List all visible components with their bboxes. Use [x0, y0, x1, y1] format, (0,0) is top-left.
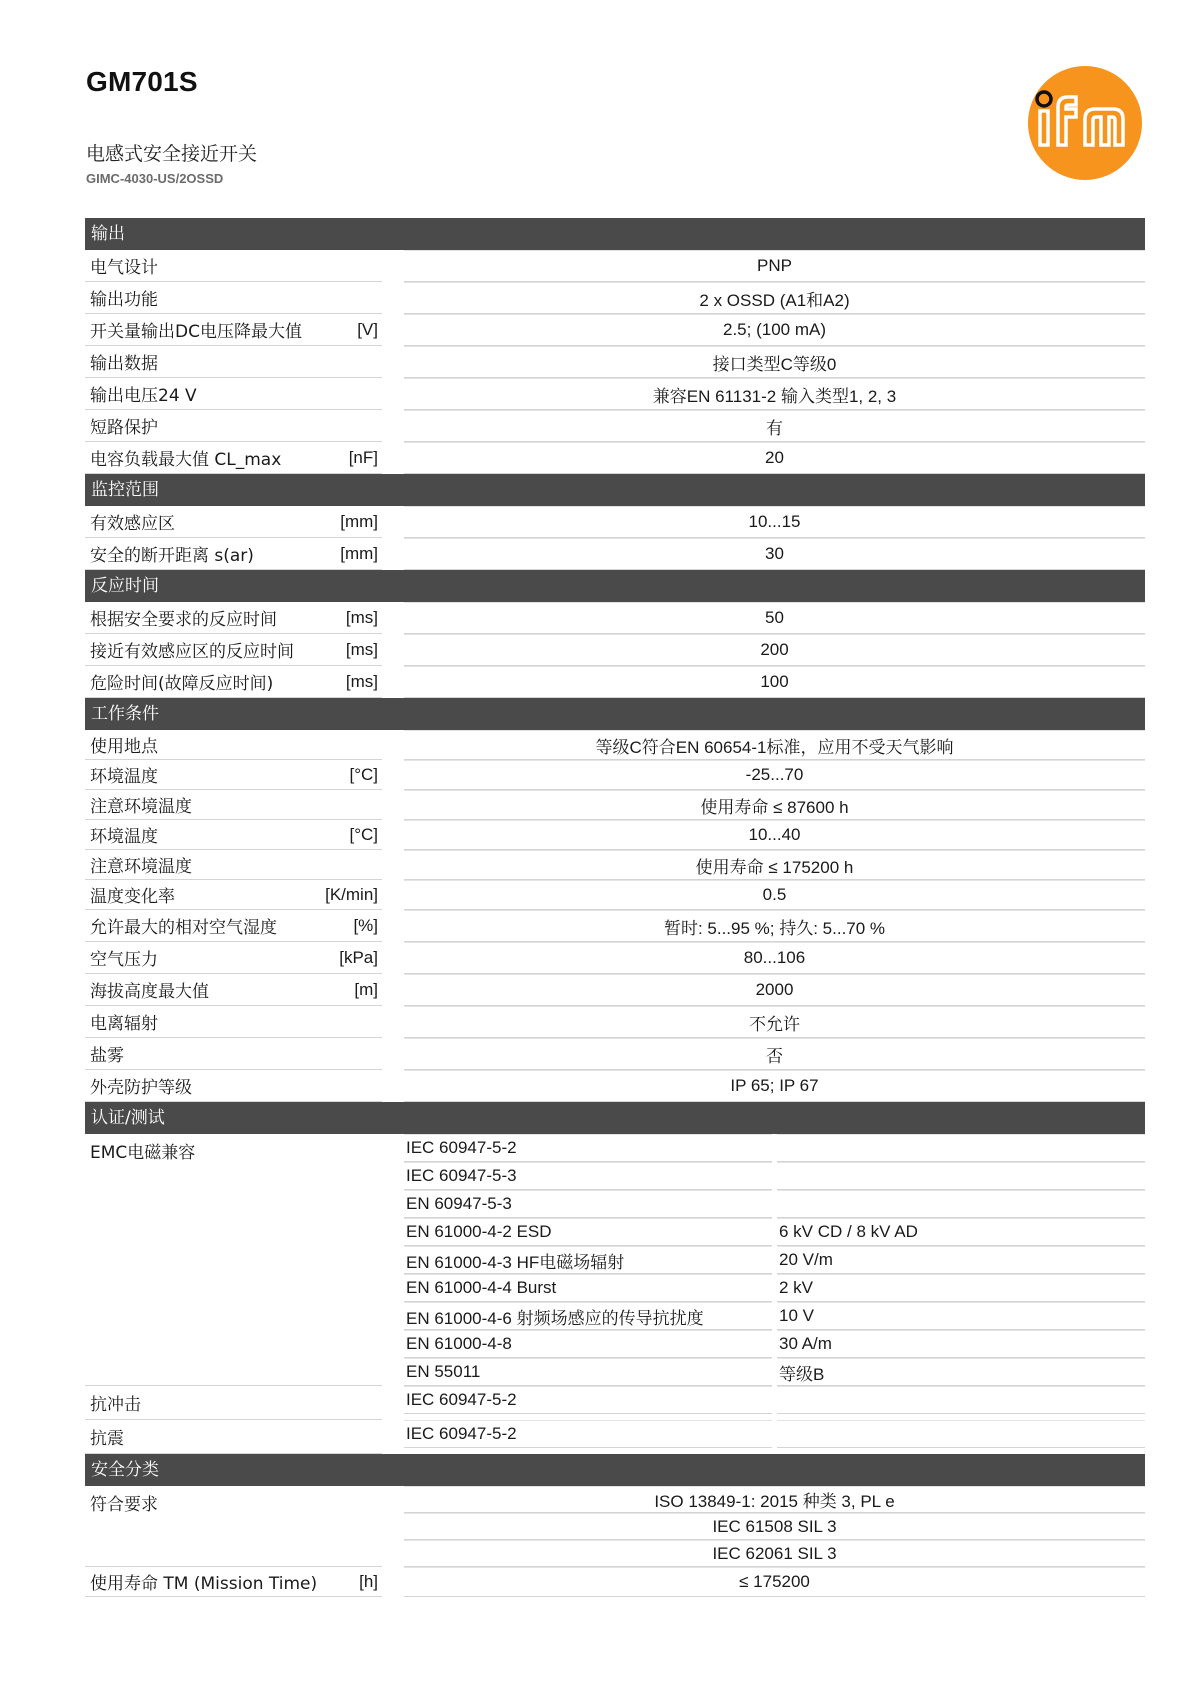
- emc-block: [85, 1134, 1145, 1386]
- row-unit: [ms]: [345, 607, 378, 627]
- shock-standard: IEC 60947-5-2: [404, 1386, 772, 1414]
- row-label: 空气压力: [90, 950, 158, 970]
- section-header: 工作条件: [85, 698, 1145, 730]
- row-unit: [%]: [353, 915, 378, 935]
- row-value: 不允许: [404, 1006, 1145, 1038]
- table-row: [85, 442, 1145, 474]
- section-approvals: [85, 1102, 1145, 1454]
- row-value: -25...70: [404, 760, 1145, 790]
- row-unit: [V]: [357, 319, 378, 339]
- emc-standard: EN 61000-4-3 HF电磁场辐射: [404, 1246, 772, 1274]
- row-label: 开关量输出DC电压降最大值: [90, 322, 302, 342]
- emc-row: [404, 1134, 1145, 1162]
- table-row: [85, 1038, 1145, 1070]
- section-header: 监控范围: [85, 474, 1145, 506]
- table-row: [85, 282, 1145, 314]
- table-row: [85, 1070, 1145, 1102]
- emc-standard: EN 61000-4-6 射频场感应的传导抗扰度: [404, 1302, 772, 1330]
- product-code: GIMC-4030-US/2OSSD: [86, 171, 224, 186]
- row-unit: [ms]: [345, 671, 378, 691]
- shock-value: [777, 1386, 1145, 1414]
- row-value: 兼容EN 61131-2 输入类型1, 2, 3: [404, 378, 1145, 410]
- row-label: 短路保护: [90, 418, 158, 438]
- section-safety: [85, 1454, 1145, 1597]
- table-row: [85, 942, 1145, 974]
- row-label: 环境温度: [90, 827, 158, 847]
- table-row: [85, 820, 1145, 850]
- row-value: 2 x OSSD (A1和A2): [404, 282, 1145, 314]
- row-value: 暂时: 5...95 %; 持久: 5...70 %: [404, 910, 1145, 942]
- row-label: 盐雾: [90, 1046, 124, 1066]
- row-label: 输出数据: [90, 354, 158, 374]
- vibration-standard: IEC 60947-5-2: [404, 1420, 772, 1448]
- emc-value: 30 A/m: [777, 1330, 1145, 1358]
- requirement-value: ISO 13849-1: 2015 种类 3, PL e: [404, 1486, 1145, 1513]
- shock-row: [85, 1386, 1145, 1420]
- requirement-value: IEC 61508 SIL 3: [404, 1513, 1145, 1540]
- emc-value: 20 V/m: [777, 1246, 1145, 1274]
- table-row: [85, 730, 1145, 760]
- table-row: [85, 634, 1145, 666]
- table-row: [85, 666, 1145, 698]
- emc-row: [404, 1302, 1145, 1330]
- row-value: 使用寿命 ≤ 87600 h: [404, 790, 1145, 820]
- emc-row: [404, 1330, 1145, 1358]
- table-row: [85, 538, 1145, 570]
- requirements-row: [85, 1486, 1145, 1567]
- row-value: 有: [404, 410, 1145, 442]
- row-value: 200: [404, 634, 1145, 666]
- datasheet-table: [85, 218, 1145, 1597]
- row-label: 允许最大的相对空气湿度: [90, 918, 277, 938]
- vibration-label: 抗震: [85, 1420, 382, 1454]
- row-value: IP 65; IP 67: [404, 1070, 1145, 1102]
- row-label: 环境温度: [90, 767, 158, 787]
- table-row: [85, 346, 1145, 378]
- table-row: [85, 1006, 1145, 1038]
- row-unit: [mm]: [340, 511, 378, 531]
- section-header: 输出: [85, 218, 1145, 250]
- row-label: 使用寿命 TM (Mission Time): [90, 1574, 318, 1594]
- row-label: 电离辐射: [90, 1014, 158, 1034]
- emc-value: [777, 1190, 1145, 1218]
- table-row: [85, 850, 1145, 880]
- row-value: 2000: [404, 974, 1145, 1006]
- row-label: 使用地点: [90, 737, 158, 757]
- table-row: [85, 602, 1145, 634]
- emc-value: 等级B: [777, 1358, 1145, 1386]
- emc-standard: EN 61000-4-4 Burst: [404, 1274, 772, 1302]
- row-label: 危险时间(故障反应时间): [90, 674, 274, 694]
- row-label: 注意环境温度: [90, 797, 192, 817]
- section-header: 反应时间: [85, 570, 1145, 602]
- product-title: GM701S: [86, 66, 198, 97]
- table-row: [85, 250, 1145, 282]
- emc-value: 6 kV CD / 8 kV AD: [777, 1218, 1145, 1246]
- row-unit: [m]: [354, 979, 378, 999]
- shock-label: 抗冲击: [85, 1386, 382, 1420]
- row-unit: [nF]: [348, 447, 378, 467]
- table-row: [85, 910, 1145, 942]
- emc-row: [404, 1190, 1145, 1218]
- emc-row: [404, 1358, 1145, 1386]
- row-value: 等级C符合EN 60654-1标准，应用不受天气影响: [404, 730, 1145, 760]
- emc-value: 2 kV: [777, 1274, 1145, 1302]
- row-label: 注意环境温度: [90, 857, 192, 877]
- requirement-value: IEC 62061 SIL 3: [404, 1540, 1145, 1567]
- product-subtitle: 电感式安全接近开关: [86, 143, 258, 165]
- section-header: 安全分类: [85, 1454, 1145, 1486]
- row-unit: [kPa]: [339, 947, 378, 967]
- section-conditions: [85, 698, 1145, 1102]
- row-value: PNP: [404, 250, 1145, 282]
- row-label: 接近有效感应区的反应时间: [90, 642, 294, 662]
- row-label: 输出电压24 V: [90, 386, 197, 406]
- row-unit: [h]: [359, 1571, 378, 1591]
- ifm-logo: [1025, 63, 1145, 183]
- emc-standard: IEC 60947-5-2: [404, 1134, 772, 1162]
- row-label: 输出功能: [90, 290, 158, 310]
- table-row: [85, 506, 1145, 538]
- row-label: 海拔高度最大值: [90, 982, 209, 1002]
- table-row: [85, 410, 1145, 442]
- row-value: 10...15: [404, 506, 1145, 538]
- section-output: [85, 218, 1145, 474]
- row-value: 20: [404, 442, 1145, 474]
- row-label: 外壳防护等级: [90, 1078, 192, 1098]
- emc-value: [777, 1134, 1145, 1162]
- row-value: ≤ 175200: [404, 1567, 1145, 1597]
- row-label: 温度变化率: [90, 887, 175, 907]
- emc-standard: EN 61000-4-8: [404, 1330, 772, 1358]
- emc-standard: EN 60947-5-3: [404, 1190, 772, 1218]
- requirements-label: 符合要求: [85, 1486, 382, 1567]
- row-label: 电容负载最大值 CL_max: [90, 450, 282, 470]
- vibration-value: [777, 1420, 1145, 1448]
- table-row: [85, 760, 1145, 790]
- emc-standard: EN 55011: [404, 1358, 772, 1386]
- table-row: [85, 880, 1145, 910]
- row-label: 电气设计: [90, 258, 158, 278]
- emc-value: 10 V: [777, 1302, 1145, 1330]
- section-response: [85, 570, 1145, 698]
- table-row: [85, 1567, 1145, 1597]
- row-value: 30: [404, 538, 1145, 570]
- emc-label: EMC电磁兼容: [85, 1134, 382, 1386]
- emc-row: [404, 1246, 1145, 1274]
- emc-row: [404, 1162, 1145, 1190]
- row-value: 50: [404, 602, 1145, 634]
- emc-row: [404, 1274, 1145, 1302]
- table-row: [85, 790, 1145, 820]
- emc-row: [404, 1218, 1145, 1246]
- row-unit: [ms]: [345, 639, 378, 659]
- row-unit: [°C]: [349, 824, 378, 844]
- row-label: 根据安全要求的反应时间: [90, 610, 277, 630]
- emc-standard: IEC 60947-5-3: [404, 1162, 772, 1190]
- row-label: 有效感应区: [90, 514, 175, 534]
- emc-standard: EN 61000-4-2 ESD: [404, 1218, 772, 1246]
- emc-grid: [404, 1134, 1145, 1386]
- row-value: 80...106: [404, 942, 1145, 974]
- row-value: 100: [404, 666, 1145, 698]
- table-row: [85, 974, 1145, 1006]
- emc-value: [777, 1162, 1145, 1190]
- row-value: 使用寿命 ≤ 175200 h: [404, 850, 1145, 880]
- row-value: 否: [404, 1038, 1145, 1070]
- section-header: 认证/测试: [85, 1102, 1145, 1134]
- table-row: [85, 314, 1145, 346]
- row-unit: [°C]: [349, 764, 378, 784]
- row-value: 接口类型C等级0: [404, 346, 1145, 378]
- row-value: 10...40: [404, 820, 1145, 850]
- row-value: 0.5: [404, 880, 1145, 910]
- row-unit: [mm]: [340, 543, 378, 563]
- row-value: 2.5; (100 mA): [404, 314, 1145, 346]
- section-range: [85, 474, 1145, 570]
- row-unit: [K/min]: [325, 884, 378, 904]
- table-row: [85, 378, 1145, 410]
- row-label: 安全的断开距离 s(ar): [90, 546, 254, 566]
- vibration-row: [85, 1420, 1145, 1454]
